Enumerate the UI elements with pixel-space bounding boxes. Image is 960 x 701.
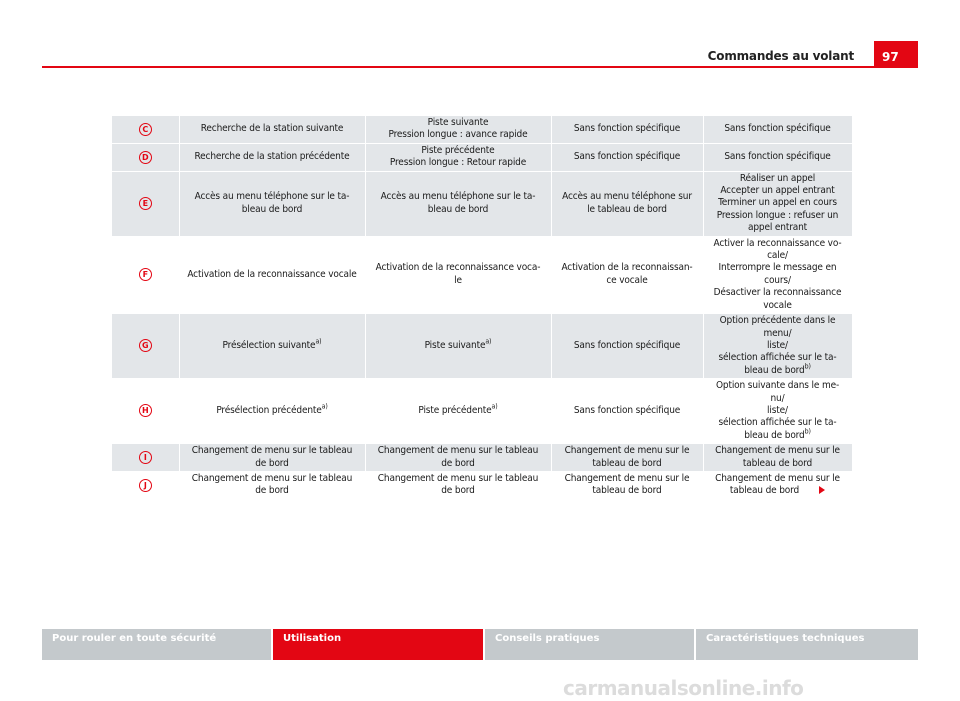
cell-line	[706, 197, 850, 209]
cell-text: Recherche de la station suivante	[200, 123, 344, 135]
cell-line	[368, 458, 549, 470]
row-key-cell	[112, 471, 179, 499]
table-cell	[703, 171, 852, 236]
cell-text: le	[454, 274, 462, 286]
cell-line	[706, 173, 850, 185]
cell-line	[368, 445, 549, 457]
key-letter-badge: D	[139, 151, 152, 164]
footer-tab-label: Conseils pratiques	[495, 633, 600, 644]
footer-tab-specs[interactable]	[696, 629, 918, 660]
function-table	[112, 116, 853, 500]
cell-line	[368, 473, 549, 485]
table-cell	[703, 471, 852, 499]
cell-text: bleau de bord	[744, 364, 805, 376]
cell-text: bleau de bord	[427, 203, 489, 215]
cell-line	[182, 151, 363, 163]
cell-text: Sans fonction spécifique	[573, 339, 681, 351]
cell-text: cale/	[767, 250, 788, 262]
table-cell	[551, 379, 703, 444]
table-cell	[551, 116, 703, 143]
footnote-marker: a)	[315, 337, 322, 346]
cell-line	[706, 352, 850, 364]
cell-text: bleau de bord	[744, 429, 805, 441]
cell-line	[706, 445, 850, 457]
cell-text: Changement de menu sur le tableau	[191, 445, 353, 457]
cell-line	[706, 380, 850, 392]
cell-text: menu/	[763, 327, 792, 339]
cell-line	[706, 328, 850, 340]
cell-line	[182, 485, 363, 497]
table-cell	[365, 236, 551, 313]
table-cell	[551, 444, 703, 472]
cell-line	[706, 275, 850, 287]
cell-text: Interrompre le message en	[718, 262, 837, 274]
watermark: carmanualsonline.info	[563, 676, 804, 700]
cell-text: tableau de bord	[742, 457, 813, 469]
cell-line	[706, 123, 850, 135]
cell-line	[706, 250, 850, 262]
cell-text: Accepter un appel entrant	[720, 185, 835, 197]
table-row	[112, 143, 852, 171]
footnote-marker: b)	[804, 427, 811, 436]
cell-line	[182, 123, 363, 135]
cell-line	[368, 204, 549, 216]
cell-text: bleau de bord	[241, 203, 303, 215]
table-row	[112, 314, 852, 379]
cell-text: Accès au menu téléphone sur le ta-	[380, 191, 536, 203]
cell-text: Piste suivante	[427, 117, 489, 128]
row-key-cell	[112, 143, 179, 171]
footer-tab-tips[interactable]	[485, 629, 694, 660]
cell-line	[368, 129, 549, 141]
cell-text: de bord	[441, 485, 475, 497]
table-cell	[179, 444, 365, 472]
cell-line	[706, 340, 850, 352]
cell-line	[706, 458, 850, 470]
table-cell	[365, 143, 551, 171]
cell-text: Changement de menu sur le	[715, 472, 840, 484]
key-letter-badge: H	[139, 404, 152, 417]
page-number: 97	[882, 50, 899, 64]
cell-line	[368, 117, 549, 129]
cell-text: vocale	[763, 299, 792, 311]
row-key-cell	[112, 171, 179, 236]
key-letter-badge: C	[139, 123, 152, 136]
footer-tab-label: Pour rouler en toute sécurité	[52, 633, 217, 644]
footer-tab-usage[interactable]	[273, 629, 483, 660]
table-cell	[551, 171, 703, 236]
table-row	[112, 171, 852, 236]
cell-text: Piste précédente	[418, 404, 492, 416]
cell-line	[368, 485, 549, 497]
table-cell	[179, 143, 365, 171]
cell-line	[706, 151, 850, 163]
cell-text: Sans fonction spécifique	[573, 151, 681, 163]
cell-line	[368, 145, 549, 157]
cell-line	[182, 402, 363, 417]
cell-text: Recherche de la station précédente	[194, 151, 350, 163]
cell-text: de bord	[255, 485, 289, 497]
footer-tab-label: Utilisation	[283, 633, 342, 644]
cell-text: Activation de la reconnaissance vocale	[187, 268, 357, 280]
cell-text: Désactiver la reconnaissance	[713, 287, 842, 299]
table-cell	[365, 171, 551, 236]
cell-line	[706, 300, 850, 312]
cell-text: Changement de menu sur le tableau	[377, 472, 539, 484]
key-letter-badge: I	[139, 451, 152, 464]
table-cell	[179, 471, 365, 499]
cell-line	[368, 157, 549, 169]
cell-line	[706, 222, 850, 234]
cell-text: Option suivante dans le me-	[715, 380, 840, 392]
table-cell	[551, 314, 703, 379]
footnote-marker: b)	[804, 362, 811, 371]
cell-line	[368, 337, 549, 352]
cell-text: Accès au menu téléphone sur le ta-	[194, 191, 350, 203]
cell-text: Piste suivante	[424, 339, 486, 351]
table-cell	[179, 314, 365, 379]
cell-text: Réaliser un appel	[739, 172, 816, 184]
cell-text: Sans fonction spécifique	[573, 404, 681, 416]
cell-text: Changement de menu sur le	[715, 445, 840, 457]
table-cell	[365, 116, 551, 143]
key-letter-badge: G	[139, 339, 152, 352]
cell-line	[554, 485, 701, 497]
cell-line	[182, 445, 363, 457]
table-cell	[179, 116, 365, 143]
table-row	[112, 444, 852, 472]
cell-line	[706, 473, 850, 485]
table-cell	[365, 379, 551, 444]
footnote-marker: a)	[491, 402, 498, 411]
cell-line	[182, 269, 363, 281]
cell-text: Activer la reconnaissance vo-	[713, 237, 842, 249]
table-cell	[365, 471, 551, 499]
cell-text: Présélection suivante	[222, 339, 316, 351]
cell-line	[368, 275, 549, 287]
table-cell	[179, 171, 365, 236]
cell-text: liste/	[767, 339, 788, 351]
cell-line	[182, 337, 363, 352]
table-row	[112, 116, 852, 143]
cell-line	[706, 485, 850, 497]
cell-line	[706, 393, 850, 405]
table-cell	[703, 116, 852, 143]
table-cell	[703, 379, 852, 444]
page-title: Commandes au volant	[707, 49, 854, 63]
footnote-marker: a)	[485, 337, 492, 346]
table-cell	[179, 236, 365, 313]
cell-line	[554, 275, 701, 287]
cell-text: nu/	[770, 392, 785, 404]
cell-text: de bord	[441, 457, 475, 469]
cell-text: Changement de menu sur le	[564, 445, 690, 457]
cell-text: de bord	[255, 457, 289, 469]
row-key-cell	[112, 314, 179, 379]
table-cell	[551, 236, 703, 313]
cell-line	[554, 123, 701, 135]
footer-tab-safety[interactable]	[42, 629, 271, 660]
row-key-cell	[112, 116, 179, 143]
cell-line	[368, 262, 549, 274]
cell-line	[554, 458, 701, 470]
cell-text: Changement de menu sur le tableau	[191, 472, 353, 484]
table-cell	[551, 143, 703, 171]
cell-line	[554, 151, 701, 163]
cell-line	[182, 191, 363, 203]
cell-line	[706, 210, 850, 222]
table-row	[112, 471, 852, 499]
footnote-marker: a)	[321, 402, 328, 411]
row-key-cell	[112, 236, 179, 313]
cell-text: Changement de menu sur le	[564, 472, 690, 484]
table-cell	[703, 314, 852, 379]
cell-text: Activation de la reconnaissan-	[561, 262, 693, 274]
cell-text: Sans fonction spécifique	[724, 151, 831, 163]
cell-line	[706, 185, 850, 197]
cell-line	[706, 315, 850, 327]
cell-text: Pression longue : avance rapide	[388, 129, 528, 141]
cell-text: Piste précédente	[421, 144, 495, 156]
cell-line	[554, 340, 701, 352]
row-key-cell	[112, 444, 179, 472]
cell-text: tableau de bord	[729, 485, 800, 497]
cell-text: ce vocale	[606, 274, 648, 286]
key-letter-badge: E	[139, 197, 152, 210]
table-cell	[179, 379, 365, 444]
cell-line	[706, 362, 850, 377]
footer-tab-label: Caractéristiques techniques	[706, 633, 865, 644]
key-letter-badge: F	[139, 268, 152, 281]
cell-line	[368, 402, 549, 417]
cell-line	[706, 427, 850, 442]
cell-text: Présélection précédente	[216, 404, 322, 416]
cell-text: Accès au menu téléphone sur	[562, 191, 692, 203]
cell-text: Option précédente dans le	[719, 315, 836, 327]
cell-line	[182, 204, 363, 216]
cell-text: appel entrant	[747, 222, 808, 234]
key-letter-badge: J	[139, 479, 152, 492]
cell-line	[368, 191, 549, 203]
table-row	[112, 379, 852, 444]
table-cell	[365, 314, 551, 379]
continue-arrow-icon	[819, 486, 825, 494]
cell-text: sélection affichée sur le ta-	[718, 352, 837, 364]
row-key-cell	[112, 379, 179, 444]
cell-text: Changement de menu sur le tableau	[377, 445, 539, 457]
cell-text: Pression longue : Retour rapide	[389, 157, 527, 169]
cell-text: Sans fonction spécifique	[573, 123, 681, 135]
cell-text: Pression longue : refuser un	[716, 209, 839, 221]
header-divider	[42, 66, 918, 68]
cell-line	[554, 191, 701, 203]
cell-line	[706, 262, 850, 274]
cell-line	[706, 238, 850, 250]
cell-line	[554, 262, 701, 274]
table-row	[112, 236, 852, 313]
cell-text: tableau de bord	[592, 457, 662, 469]
cell-text: Activation de la reconnaissance voca-	[375, 262, 541, 274]
table-cell	[365, 444, 551, 472]
cell-line	[554, 473, 701, 485]
cell-text: tableau de bord	[592, 485, 662, 497]
cell-text: le tableau de bord	[587, 203, 667, 215]
table-cell	[703, 143, 852, 171]
cell-text: liste/	[767, 404, 788, 416]
cell-text: cours/	[764, 274, 791, 286]
table-cell	[551, 471, 703, 499]
footer-nav	[42, 629, 918, 660]
cell-line	[554, 445, 701, 457]
cell-line	[554, 204, 701, 216]
cell-line	[706, 417, 850, 429]
cell-text: Terminer un appel en cours	[718, 197, 837, 209]
table-cell	[703, 236, 852, 313]
cell-line	[706, 287, 850, 299]
table-cell	[703, 444, 852, 472]
cell-text: Sans fonction spécifique	[724, 123, 831, 135]
cell-line	[554, 405, 701, 417]
cell-line	[182, 458, 363, 470]
cell-text: sélection affichée sur le ta-	[718, 417, 837, 429]
page-number-box	[874, 41, 918, 68]
cell-line	[182, 473, 363, 485]
cell-line	[706, 405, 850, 417]
